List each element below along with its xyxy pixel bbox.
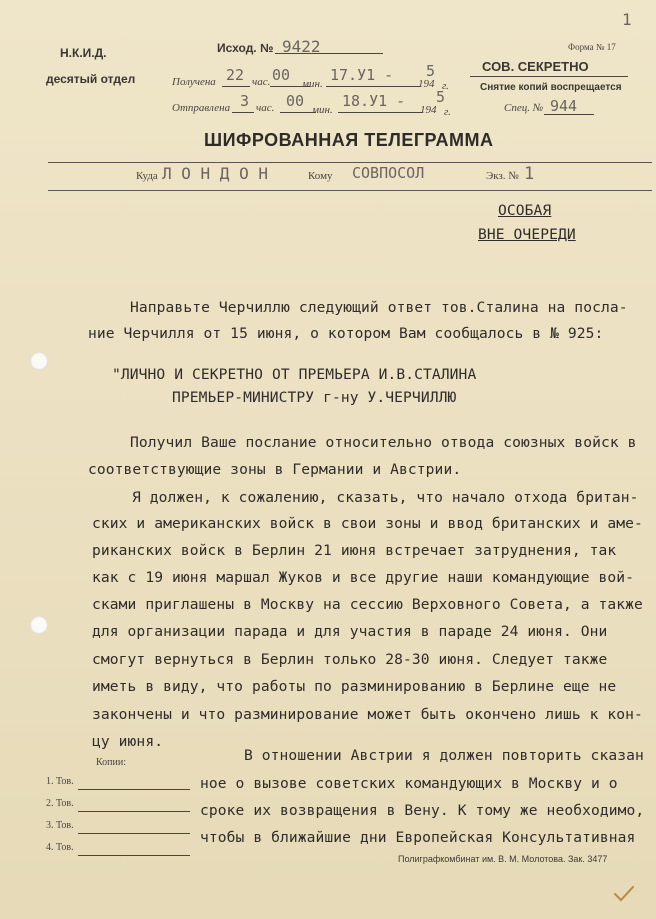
body-line: соответствующие зоны в Германии и Австрии. <box>88 461 462 478</box>
outgoing-label: Исход. № <box>217 41 274 55</box>
sent-year-label: г. <box>444 106 451 118</box>
sent-date: 18.У1 - <box>342 92 406 110</box>
spec-underline <box>544 114 594 115</box>
received-hour-line <box>222 86 250 87</box>
body-line: для организации парада и для участия в параде 24 июня. Они <box>92 623 608 640</box>
body-line: Я должен, к сожалению, сказать, что начало отхода британ- <box>132 489 639 506</box>
sent-min-line <box>280 112 316 113</box>
where-value: Л О Н Д О Н <box>162 164 268 183</box>
received-year-digit: 5 <box>426 62 436 80</box>
body-line: Получил Ваше послание относительно отвода союзных войск в <box>130 434 637 451</box>
spec-label: Спец. № <box>504 102 544 114</box>
body-line: ние Черчилля от 15 июня, о котором Вам сообщалось в № 925: <box>88 325 604 342</box>
copy-entry-label: 4. Тов. <box>46 842 74 853</box>
body-line: иметь в виду, что работы по разминированию в Берлине еще не <box>92 678 617 695</box>
spec-number: 944 <box>550 97 578 115</box>
copy-label: Экз. № <box>486 170 519 182</box>
page-number: 1 <box>622 10 632 29</box>
received-min: 00 <box>272 66 291 84</box>
body-line: Направьте Черчиллю следующий ответ тов.Сталина на посла- <box>130 299 628 316</box>
org-department: десятый отдел <box>46 72 136 86</box>
address-bottom-rule <box>48 190 652 191</box>
received-hour-label: час. <box>252 76 271 88</box>
outgoing-underline <box>275 53 383 54</box>
received-year-label: г. <box>442 80 449 92</box>
sent-label: Отправлена <box>172 102 231 114</box>
body-line: В отношении Австрии я должен повторить сказан <box>244 747 644 764</box>
salutation-line: "ЛИЧНО И СЕКРЕТНО ОТ ПРЕМЬЕРА И.В.СТАЛИНА <box>112 366 477 383</box>
punch-hole-top <box>30 352 48 370</box>
sent-hour-line <box>232 112 254 113</box>
form-number: Форма № 17 <box>568 42 616 52</box>
body-line: риканских войск в Берлин 21 июня встречает затруднения, так <box>92 542 617 559</box>
body-line: чтобы в ближайшие дни Европейская Консультативная <box>200 829 636 846</box>
copy-entry-label: 1. Тов. <box>46 776 74 787</box>
sent-hour: 3 <box>240 92 250 110</box>
received-date: 17.У1 - <box>330 66 394 84</box>
sent-year-prefix: 194 <box>420 104 437 116</box>
sent-hour-label: час. <box>256 102 275 114</box>
received-year-prefix: 194 <box>418 78 435 90</box>
printer-footer: Полиграфкомбинат им. В. М. Молотова. Зак. 3477 <box>398 854 608 864</box>
sent-min: 00 <box>286 92 305 110</box>
priority-urgent: ВНЕ ОЧЕРЕДИ <box>478 226 576 243</box>
body-line: как с 19 июня маршал Жуков и все другие наши командующие вой- <box>92 569 635 586</box>
whom-value: СОВПОСОЛ <box>352 164 425 182</box>
copy-entry-label: 3. Тов. <box>46 820 74 831</box>
copies-label: Копии: <box>96 757 127 768</box>
secrecy-stamp: СОВ. СЕКРЕТНО <box>482 59 589 74</box>
body-line: сроке их возвращения в Вену. К тому же необходимо, <box>200 802 645 819</box>
copy-entry-line <box>78 811 190 812</box>
received-label: Получена <box>172 76 216 88</box>
salutation-line: ПРЕМЬЕР-МИНИСТРУ г-ну У.ЧЕРЧИЛЛЮ <box>172 389 457 406</box>
document-title: ШИФРОВАННАЯ ТЕЛЕГРАММА <box>204 130 494 150</box>
org-name: Н.К.И.Д. <box>60 46 107 60</box>
body-line: ских и американских войск в свои зоны и ввод британских и аме- <box>92 515 643 532</box>
received-min-label: мин. <box>302 78 323 90</box>
received-hour: 22 <box>226 66 245 84</box>
check-mark-icon <box>612 884 636 904</box>
copy-prohibited-note: Снятие копий воспрещается <box>480 82 622 93</box>
sent-year-digit: 5 <box>436 88 446 106</box>
copy-entry-line <box>78 833 190 834</box>
whom-label: Кому <box>308 170 333 182</box>
priority-special: ОСОБАЯ <box>498 202 552 219</box>
body-line: сками приглашены в Москву на сессию Верховного Совета, а также <box>92 596 643 613</box>
secrecy-underline <box>470 76 628 77</box>
copy-entry-label: 2. Тов. <box>46 798 74 809</box>
copy-entry-line <box>78 855 190 856</box>
punch-hole-bottom <box>30 616 48 634</box>
outgoing-number: 9422 <box>282 37 321 56</box>
received-date-line <box>326 86 420 87</box>
body-line: цу июня. <box>92 733 164 750</box>
where-label: Куда <box>136 170 158 182</box>
sent-min-label: мин. <box>312 104 333 116</box>
copy-entry-line <box>78 789 190 790</box>
body-line: ное о вызове советских командующих в Москву и о <box>200 775 618 792</box>
copy-value: 1 <box>524 164 535 184</box>
address-top-rule <box>48 162 652 163</box>
sent-date-line <box>338 112 422 113</box>
body-line: закончены и что разминирование может быть окончено лишь к кон- <box>92 706 643 723</box>
body-line: смогут вернуться в Берлин только 28-30 июня. Следует также <box>92 651 608 668</box>
